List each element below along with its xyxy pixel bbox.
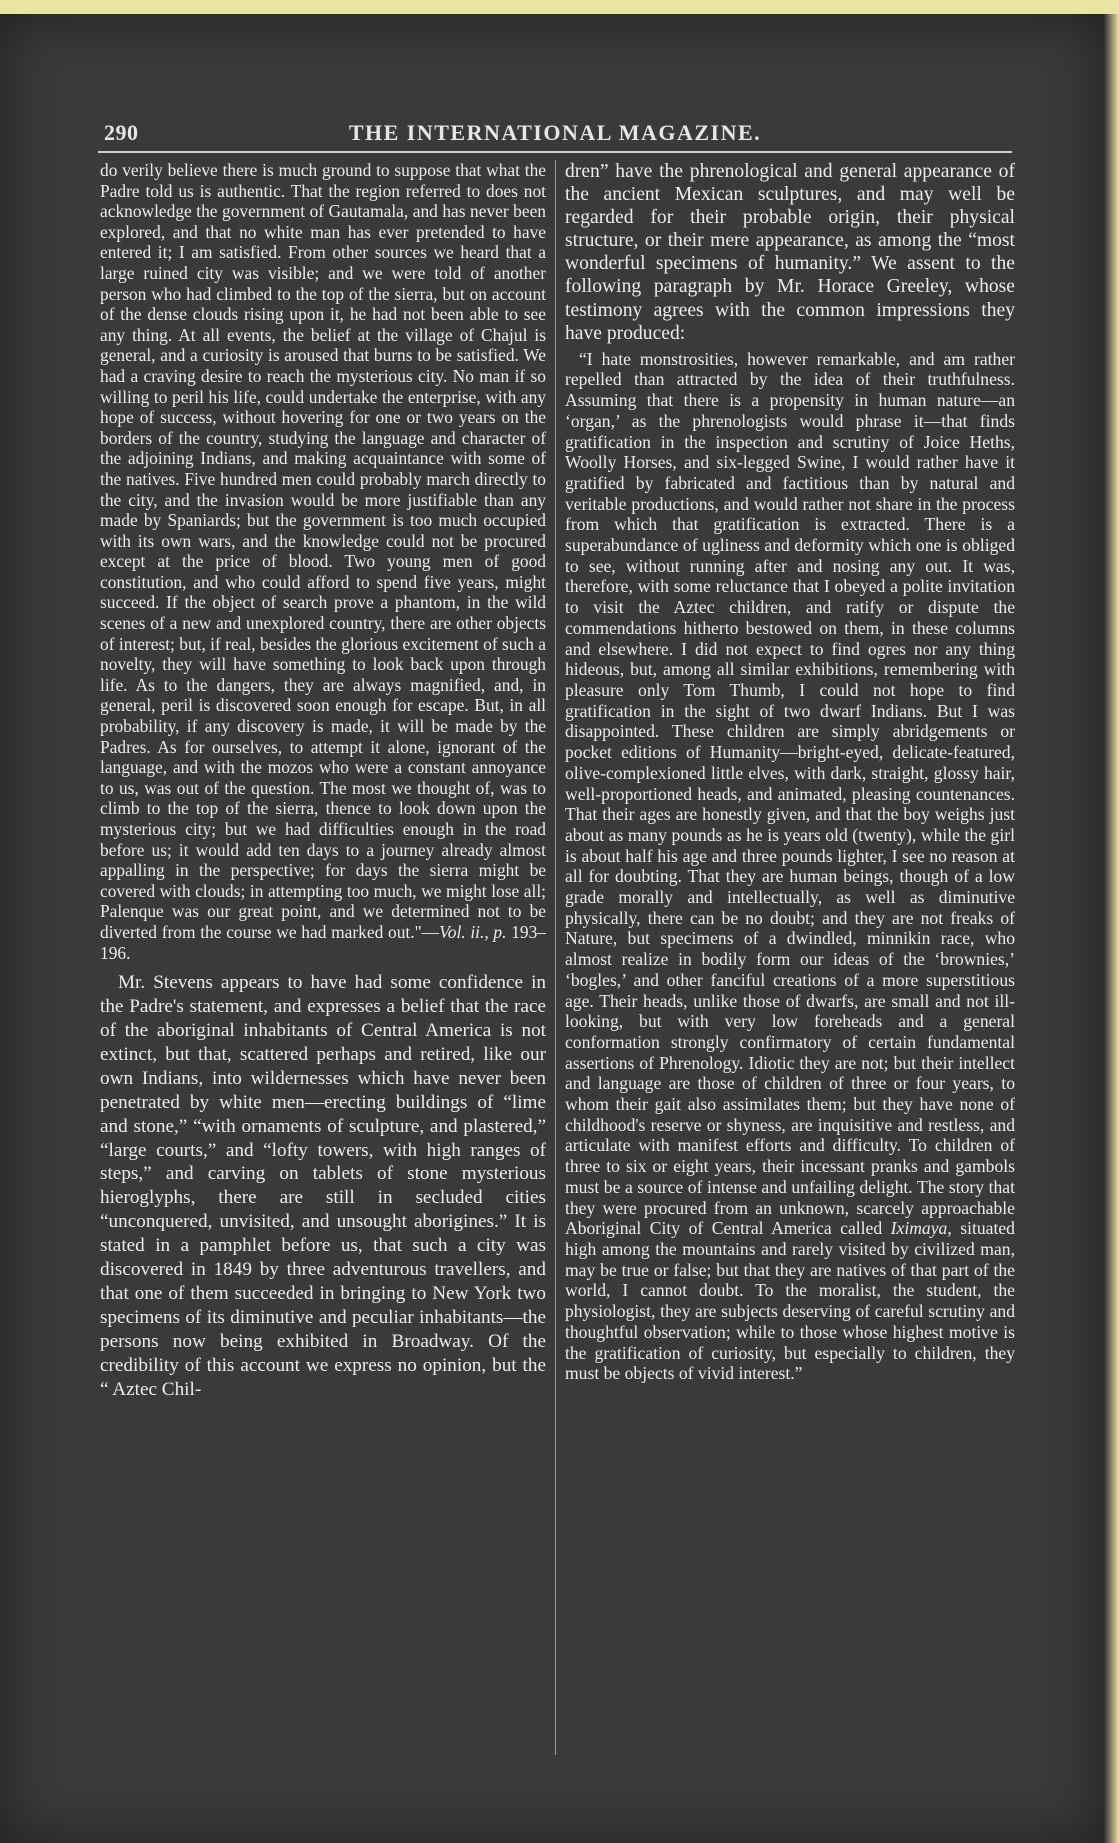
page-edge-shadow: [1104, 14, 1119, 1843]
running-head: [98, 114, 1012, 150]
left-paragraph-1-text: do verily believe there is much ground to suppose that what the Padre told us is authentic. That the region referred to does not acknowledge the government of Gautamala, and has never been explored, and that no white man has ever pretended to have entered it; I am satisfied. From other sources we heard that a large ruined city was visible; and we were told of another person who had climbed to the top of the sierra, but on account of the dense clouds rising upon it, he had not been able to see any thing. At all events, the belief at the village of Chajul is general, and a curiosity is aroused that burns to be satisfied. We had a craving desire to reach the mysterious city. No man if so willing to peril his life, could undertake the enterprise, with any hope of success, without hovering for one or two years on the borders of the country, studying the language and character of the adjoining Indians, and making acquaintance with some of the natives. Five hundred men could probably march directly to the city, and the invasion would be more justifiable than any made by Spaniards; but the government is too much occupied with its own wars, and the knowledge could not be procured except at the price of blood. Two young men of good constitution, and who could afford to spend five years, might succeed. If the object of search prove a phantom, in the wild scenes of a new and unexplored country, there are other objects of interest; but, if real, besides the glorious excitement of such a novelty, they will have something to look back upon through life. As to the dangers, they are always magnified, and, in general, peril is discovered soon enough for escape. But, in all probability, if any discovery is made, it will be made by the Padres. As for ourselves, to attempt it alone, ignorant of the language, and with the mozos who were a constant annoyance to us, was out of the question. The most we thought of, was to climb to the top of the sierra, thence to look down upon the mysterious city; but we had difficulties enough in the road before us; it would add ten days to a journey already almost appalling in the perspective; for days the sierra might be covered with clouds; in attempting too much, we might lose all; Palenque was our great point, and we determined not to be diverted from the course we had marked out."—: [100, 160, 546, 942]
left-paragraph-2: Mr. Stevens appears to have had some confidence in the Padre's statement, and expresses a belief that the race of the aboriginal inhabitants of Central America is not extinct, but that, scattered perhaps and retired, like our own Indians, into wildernesses which have never been penetrated by white men—erecting buildings of “lime and stone,” “with ornaments of sculpture, and plastered,” “large courts,” and “lofty towers, with high ranges of steps,” and carving on tablets of stone mysterious hieroglyphs, there are still in secluded cities “unconquered, unvisited, and unsought aborigines.” It is stated in a pamphlet before us, that such a city was discovered in 1849 by three adventurous travellers, and that one of them succeeded in bringing to New York two specimens of its diminutive and peculiar inhabitants—the persons now being exhibited in Broadway. Of the credibility of this account we express no opinion, but the “ Aztec Chil-: [100, 972, 546, 1400]
magazine-title: THE INTERNATIONAL MAGAZINE.: [348, 120, 762, 145]
place-name: Iximaya: [890, 1218, 948, 1239]
header-rule: [98, 151, 1012, 153]
right-paragraph-2-quote: [565, 349, 1015, 1384]
quote-text-before: “I hate monstrosities, however remarkable, and am rather repelled than attracted by the idea of their truthfulness. Assuming that there is a propensity in human nature—an ‘organ,’ as the phrenologists would phrase it—that finds gratification in the inspection and scrutiny of Joice Heths, Woolly Horses, and six-legged Swine, I would rather have it gratified by fabricated and factitious than by natural and veritable productions, and would rather not share in the process from which that gratification is extracted. There is a superabundance of ugliness and deformity which one is obliged to see, without running after and nosing any out. It was, therefore, with some reluctance that I obeyed a polite invitation to visit the Aztec children, and ratify or dispute the commendations hitherto bestowed on them, in these columns and elsewhere. I did not expect to find ogres nor any thing hideous, but, among all similar exhibitions, remembering with pleasure only Tom Thumb, I could not hope to find gratification in the sight of two dwarf Indians. But I was disappointed. These children are simply abridgements or pocket editions of Humanity—bright-eyed, delicate-featured, olive-complexioned little elves, with dark, straight, glossy hair, well-proportioned heads, and animated, pleasing countenances. That their ages are honestly given, and that the boy weighs just about as many pounds as he is years old (twenty), while the girl is about half his age and three pounds lighter, I see no reason at all for doubting. That they are human beings, though of a low grade morally and intellectually, as well as diminutive physically, there can be no doubt; and they are not freaks of Nature, but specimens of a dwindled, minnikin race, who almost realize in bodily form our ideas of the ‘brownies,’ ‘bogles,’ and other fanciful creations of a more superstitious age. Their heads, unlike those of dwarfs, are small and not ill-looking, but with very low foreheads and a general conformation strongly confirmatory of certain fundamental assertions of Phrenology. Idiotic they are not; but their intellect and language are those of children of three or four years, to whom their gait also assimilates them; but they have none of childhood's reserve or shyness, are inquisitive and restless, and articulate with manifest efforts and difficulty. To children of three to six or eight years, their incessant pranks and gambols must be a source of intense and unfailing delight. The story that they were procured from an unknown, scarcely approachable Aboriginal City of Central America called: [565, 348, 1015, 1239]
citation-pages: 193–196.: [100, 921, 546, 963]
left-column: [100, 160, 546, 1401]
page-number: 290: [104, 120, 139, 145]
quote-text-after: , situated high among the mountains and rarely visited by civilized man, may be true or false; but that they are natives of that part of the world, I cannot doubt. To the moralist, the student, the physiologist, they are subjects deserving of careful scrutiny and thoughtful observation; while to those whose highest motive is the gratification of curiosity, but especially to children, they must be objects of vivid interest.”: [565, 1218, 1015, 1384]
left-paragraph-1: [100, 160, 546, 963]
right-paragraph-1: dren” have the phrenological and general appearance of the ancient Mexican sculptures, and may well be regarded for their probable origin, their physical structure, or their mere appearance, as among the “most wonderful specimens of humanity.” We assent to the following paragraph by Mr. Horace Greeley, whose testimony agrees with the common impressions they have produced:: [565, 161, 1015, 344]
citation: Vol. ii., p.: [439, 921, 507, 942]
right-column: [565, 160, 1015, 1384]
column-divider: [555, 160, 556, 1755]
